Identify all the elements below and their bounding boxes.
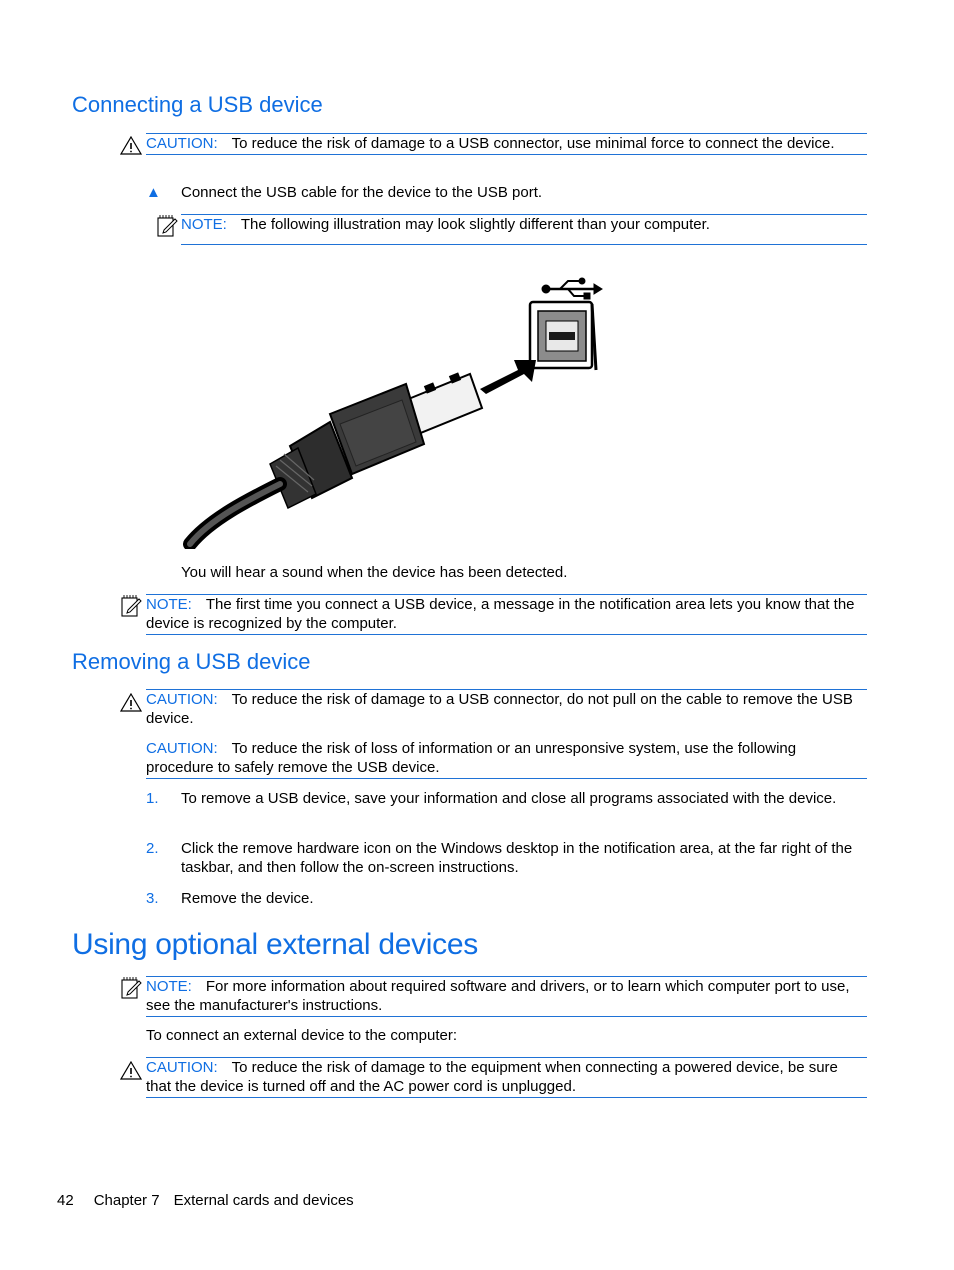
- note-pad-icon: [156, 214, 178, 238]
- caution-group: [146, 689, 867, 779]
- caution-label: CAUTION:: [146, 691, 218, 708]
- caution-label: CAUTION:: [146, 135, 218, 152]
- section-heading-connecting: Connecting a USB device: [72, 92, 323, 117]
- note-box: [146, 976, 867, 1017]
- caution-triangle-icon: [120, 693, 142, 712]
- caution-label: CAUTION:: [146, 740, 218, 757]
- caution-triangle-icon: [120, 1061, 142, 1080]
- footer-chapter: Chapter 7: [93, 1192, 160, 1209]
- note-box: [181, 214, 867, 245]
- note-text: The first time you connect a USB device, a message in the notification area lets you know that the device is recognized by the computer.: [146, 596, 855, 632]
- detected-text: You will hear a sound when the device has been detected.: [181, 564, 568, 581]
- caution-text: To reduce the risk of damage to a USB connector, do not pull on the cable to remove the USB device.: [146, 691, 853, 727]
- note-box: [146, 594, 867, 635]
- step-text: Remove the device.: [181, 890, 314, 907]
- note-text: For more information about required software and drivers, or to learn which computer port to use, see the manufacturer's instructions.: [146, 978, 850, 1014]
- list-item: [146, 839, 861, 877]
- step-text: To remove a USB device, save your information and close all programs associated with the device.: [181, 790, 837, 807]
- intro-text: To connect an external device to the computer:: [146, 1027, 458, 1044]
- chapter-heading: Using optional external devices: [72, 928, 478, 961]
- note-label: NOTE:: [146, 978, 192, 995]
- caution-block: [146, 739, 867, 778]
- triangle-bullet-icon: ▲: [146, 184, 161, 201]
- caution-triangle-icon: [120, 136, 142, 155]
- note-pad-icon: [120, 976, 142, 1000]
- caution-box: [146, 133, 867, 155]
- caution-label: CAUTION:: [146, 1059, 218, 1076]
- usb-port: [530, 302, 596, 370]
- arrow-icon: [480, 360, 536, 394]
- usb-trident-icon: [542, 278, 602, 299]
- usb-illustration: [180, 274, 610, 549]
- step-number: 3.: [146, 890, 159, 907]
- section-heading-removing: Removing a USB device: [72, 649, 311, 674]
- caution-block: [146, 690, 867, 739]
- note-pad-icon: [120, 594, 142, 618]
- list-item: [146, 889, 861, 908]
- note-text: The following illustration may look slightly different than your computer.: [240, 216, 710, 233]
- caution-text: To reduce the risk of damage to a USB connector, use minimal force to connect the device.: [231, 135, 835, 152]
- usb-plug: [270, 372, 482, 508]
- caution-text: To reduce the risk of loss of information or an unresponsive system, use the following procedure to safely remove the USB device.: [146, 740, 797, 776]
- caution-text: To reduce the risk of damage to the equipment when connecting a powered device, be sure that the device is turned off and the AC power cord is unplugged.: [146, 1059, 838, 1095]
- note-label: NOTE:: [146, 596, 192, 613]
- note-label: NOTE:: [181, 216, 227, 233]
- list-item: [146, 789, 861, 808]
- step-number: 1.: [146, 790, 159, 807]
- footer-title: External cards and devices: [173, 1192, 354, 1209]
- step-text: Connect the USB cable for the device to the USB port.: [181, 184, 543, 201]
- caution-box: [146, 1057, 867, 1098]
- page-footer: [57, 1192, 354, 1209]
- step-number: 2.: [146, 840, 159, 857]
- step-text: Click the remove hardware icon on the Windows desktop in the notification area, at the far right of the taskbar, and then follow the on-screen instructions.: [181, 840, 853, 876]
- page-number: 42: [57, 1192, 74, 1209]
